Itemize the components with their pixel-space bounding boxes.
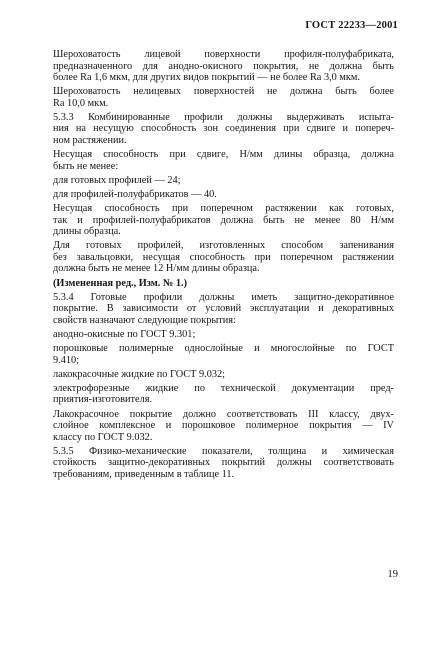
paragraph-p9 xyxy=(38,278,394,290)
text-line: Шероховатость лицевой поверхности профиля-полуфабриката, xyxy=(53,49,394,60)
text-line: 9.410; xyxy=(53,354,80,366)
text-line: Несущая способность при сдвиге, Н/мм длины образца, должна xyxy=(53,149,394,161)
text-line: свойств назначают следующие покрытия: xyxy=(53,314,236,326)
text-line: для профилей-полуфабрикатов — 40. xyxy=(53,188,217,200)
paragraph-p7 xyxy=(38,203,394,238)
text-line: Лакокрасочное покрытие должно соответствовать III классу, двух- xyxy=(53,408,394,420)
text-line: для готовых профилей — 24; xyxy=(53,174,181,186)
text-line: требованиям, приведенным в таблице 11. xyxy=(53,468,235,480)
text-line: 5.3.5 Физико-механические показатели, толщина и химическая xyxy=(53,445,394,457)
paragraph-p2 xyxy=(38,86,394,109)
text-line: порошковые полимерные однослойные и многослойные по ГОСТ xyxy=(53,343,394,355)
text-line: 5.3.3 Комбинированные профили должны выдерживать испыта- xyxy=(53,111,394,123)
text-line: лакокрасочные жидкие по ГОСТ 9.032; xyxy=(53,368,226,380)
paragraph-p13 xyxy=(38,369,394,381)
paragraph-p4 xyxy=(38,149,394,172)
text-line: классу по ГОСТ 9.032. xyxy=(53,431,153,443)
text-line: Ra 10,0 мкм. xyxy=(53,97,109,109)
page-number: 19 xyxy=(387,569,398,580)
paragraph-p16 xyxy=(38,446,394,481)
paragraph-p6 xyxy=(38,189,394,201)
text-line: слойное комплексное и порошковое полимерное покрытия — IV xyxy=(53,420,394,432)
text-line: анодно-окисные по ГОСТ 9.301; xyxy=(53,328,196,340)
paragraph-p15 xyxy=(38,409,394,444)
paragraph-p8 xyxy=(38,240,394,275)
text-line: приятия-изготовителя. xyxy=(53,394,153,406)
paragraph-p10 xyxy=(38,292,394,327)
paragraph-p5 xyxy=(38,175,394,187)
text-line: предназначенного для анодно-окисного покрытия, не должна быть xyxy=(53,60,394,72)
text-line: ном растяжении. xyxy=(53,135,127,147)
text-line: покрытие. В зависимости от условий эксплуатации и декоративных xyxy=(53,303,394,315)
text-line: без завальцовки, несущая способность при поперечном растяжении xyxy=(53,251,394,263)
body-text xyxy=(38,49,394,483)
text-line: (Измененная ред., Изм. № 1.) xyxy=(53,277,188,289)
paragraph-p12 xyxy=(38,343,394,366)
text-line: более Ra 1,6 мкм, для других видов покрытий — не более Ra 3,0 мкм. xyxy=(53,72,361,84)
text-line: электрофорезные жидкие по технической документации пред- xyxy=(53,382,394,394)
text-line: быть не менее: xyxy=(53,160,119,172)
text-line: стойкость защитно-декоративных покрытий должны соответствовать xyxy=(53,457,394,469)
text-line: ния на несущую способность зон соединения при сдвиге и попереч- xyxy=(53,123,394,135)
text-line: Для готовых профилей, изготовленных способом запенивания xyxy=(53,240,394,252)
text-line: длины образца. xyxy=(53,226,121,238)
paragraph-p14 xyxy=(38,383,394,406)
paragraph-p3 xyxy=(38,112,394,147)
text-line: Шероховатость нелицевых поверхностей не должна быть более xyxy=(53,86,394,98)
text-line: так и профилей-полуфабрикатов должна быть не менее 80 Н/мм xyxy=(53,214,394,226)
text-line: должна быть не менее 12 Н/мм длины образца. xyxy=(53,263,260,275)
text-line: 5.3.4 Готовые профили должны иметь защитно-декоративное xyxy=(53,291,394,303)
page-header-standard-code: ГОСТ 22233—2001 xyxy=(305,20,398,31)
paragraph-p11 xyxy=(38,329,394,341)
paragraph-p1 xyxy=(38,49,394,84)
text-line: Несущая способность при поперечном растяжении как готовых, xyxy=(53,203,394,215)
